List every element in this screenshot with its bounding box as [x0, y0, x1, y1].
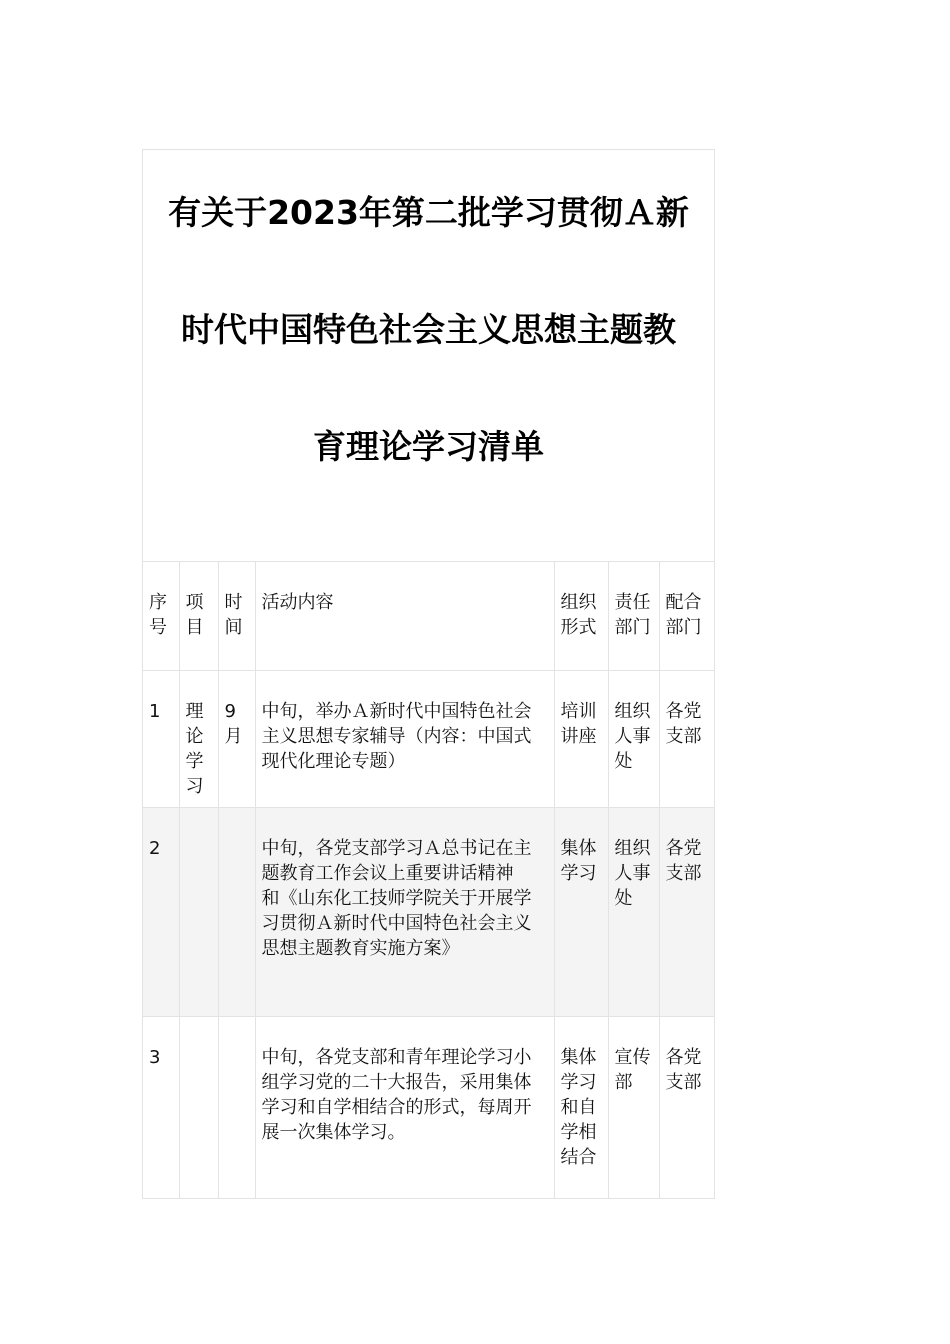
cell-item — [179, 1017, 218, 1199]
cell-format: 集体学习和自学相结合 — [554, 1017, 608, 1199]
document-title — [143, 150, 714, 562]
cell-item: 理论学习 — [179, 671, 218, 808]
cell-item — [179, 808, 218, 1017]
title-line-1: 有关于2023年第二批学习贯彻Ａ新 — [168, 193, 689, 232]
cell-responsible-dept: 组织人事处 — [608, 808, 659, 1017]
header-item: 项目 — [179, 562, 218, 671]
cell-index: 2 — [143, 808, 179, 1017]
cell-format: 集体学习 — [554, 808, 608, 1017]
table-row — [143, 671, 714, 808]
cell-content: 中旬，各党支部学习Ａ总书记在主题教育工作会议上重要讲话精神 和《山东化工技师学院关于开展学习贯彻Ａ新时代中国特色社会主义思想主题教育实施方案》 — [255, 808, 554, 1017]
document-page — [142, 149, 715, 1199]
table-row — [143, 1017, 714, 1199]
table-row — [143, 808, 714, 1017]
cell-index: 1 — [143, 671, 179, 808]
cell-responsible-dept: 宣传部 — [608, 1017, 659, 1199]
cell-time: 9月 — [218, 671, 255, 808]
table-header-row — [143, 562, 714, 671]
cell-responsible-dept: 组织人事处 — [608, 671, 659, 808]
cell-time — [218, 808, 255, 1017]
cell-time — [218, 1017, 255, 1199]
cell-cooperating-dept: 各党支部 — [665, 1047, 702, 1093]
header-responsible-dept: 责任部门 — [608, 562, 659, 671]
cell-index: 3 — [143, 1017, 179, 1199]
study-list-table — [143, 562, 714, 1198]
header-index: 序号 — [143, 562, 179, 671]
header-content: 活动内容 — [255, 562, 554, 671]
cell-cooperating-dept: 各党支部 — [659, 808, 714, 1017]
header-cooperating-dept: 配合部门 — [659, 562, 714, 671]
cell-cooperating-dept: 各党支部 — [659, 671, 714, 808]
title-line-3: 育理论学习清单 — [313, 427, 544, 466]
header-format: 组织形式 — [554, 562, 608, 671]
cell-content: 中旬，举办Ａ新时代中国特色社会主义思想专家辅导（内容：中国式现代化理论专题） — [255, 671, 554, 808]
cell-format: 培训讲座 — [554, 671, 608, 808]
title-line-2: 时代中国特色社会主义思想主题教 — [181, 310, 676, 349]
header-time: 时间 — [218, 562, 255, 671]
cell-content: 中旬，各党支部和青年理论学习小组学习党的二十大报告，采用集体学习和自学相结合的形式，每周开展一次集体学习。 — [255, 1017, 554, 1199]
